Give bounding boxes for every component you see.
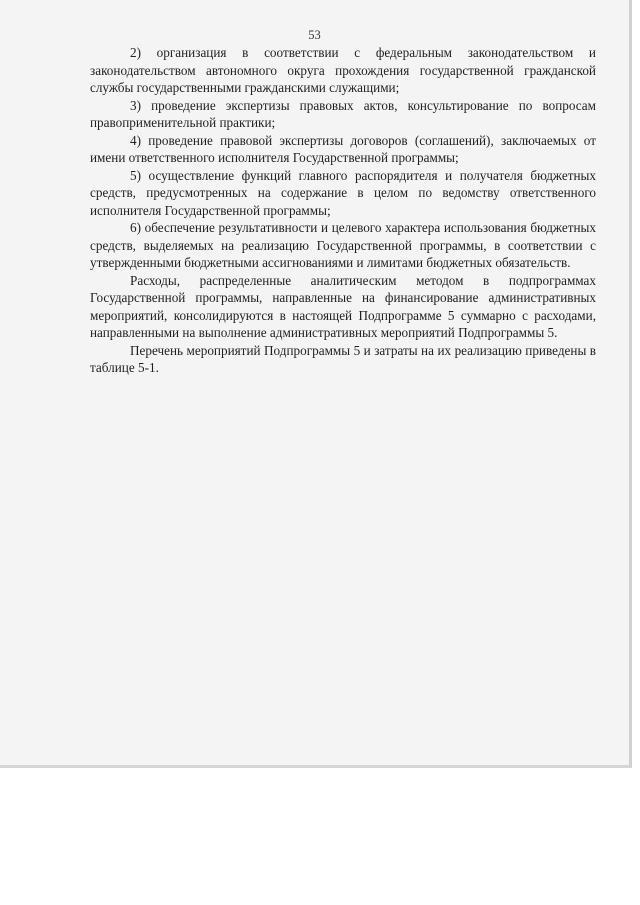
paragraph-item-4: 4) проведение правовой экспертизы договоров (соглашений), заключаемых от имени ответственного исполнителя Государственной программы; (90, 132, 596, 165)
paragraph-table-reference: Перечень мероприятий Подпрограммы 5 и затраты на их реализацию приведены в таблице 5-1. (90, 342, 596, 375)
paragraph-item-3: 3) проведение экспертизы правовых актов, консультирование по вопросам правоприменительной практики; (90, 97, 596, 130)
body-text (90, 44, 596, 377)
paragraph-item-5: 5) осуществление функций главного распорядителя и получателя бюджетных средств, предусмотренных на содержание в целом по ведомству ответственного исполнителя Государственной программы; (90, 167, 596, 218)
page-number: 53 (308, 28, 321, 42)
paragraph-item-6: 6) обеспечение результативности и целевого характера использования бюджетных средств, выделяемых на реализацию Государственной программы, в соответствии с утвержденными бюджетными ассигнованиями и лимитами бюджетных обязательств. (90, 220, 596, 270)
paragraph-expenses: Расходы, распределенные аналитическим методом в подпрограммах Государственной программы, направленные на финансирование административных мероприятий, консолидируются в настоящей Подпрограмме 5 суммарно с расходами, направленными на выполнение административных мероприятий Подпрограммы 5. (90, 272, 596, 340)
paragraph-item-2: 2) организация в соответствии с федеральным законодательством и законодательством автономного округа прохождения государственной гражданской службы государственными гражданскими служащими; (90, 45, 596, 95)
